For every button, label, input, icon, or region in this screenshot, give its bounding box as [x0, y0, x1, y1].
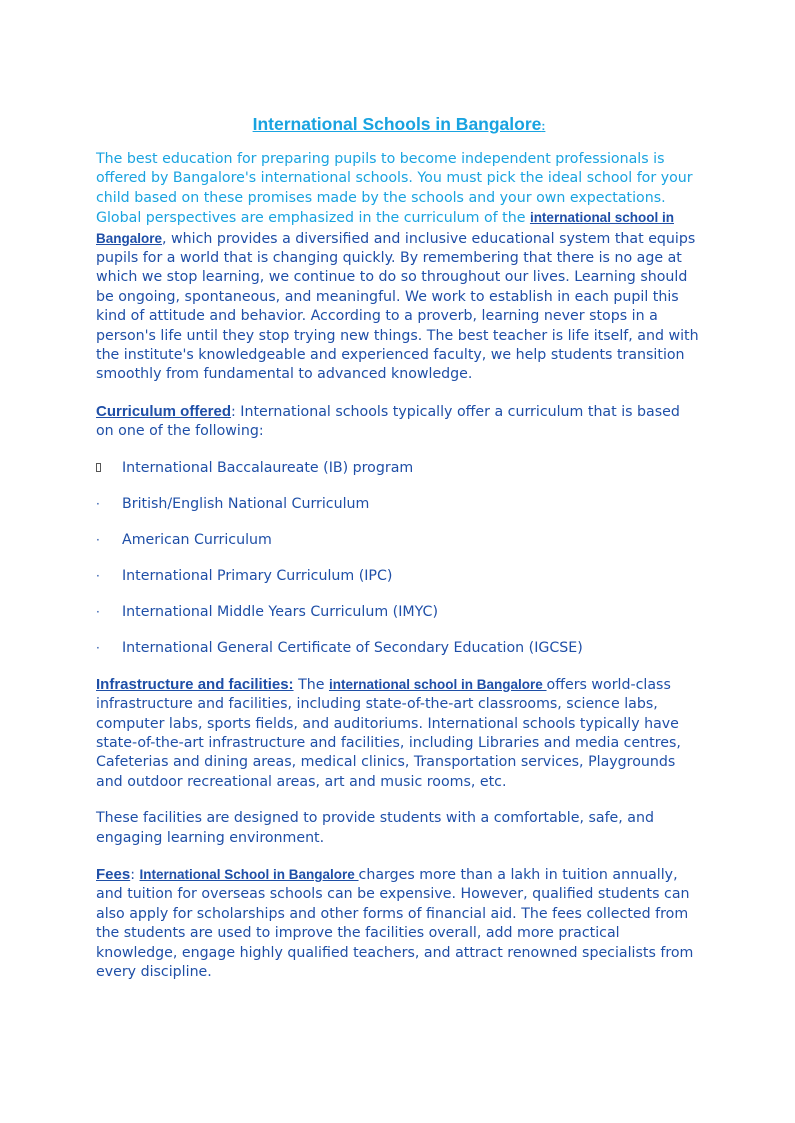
- list-item: [96, 495, 702, 514]
- dot-bullet-icon: ·: [96, 496, 100, 511]
- dot-bullet-icon: ·: [96, 568, 100, 583]
- infrastructure-paragraph: [96, 675, 702, 792]
- intro-text: The best education for preparing pupils to become independent professionals is offered by Bangalore's international schools. You must pick the ideal school for your child based on these promises made by the schools and your own expectations. Global perspectives are emphasized in the curriculum of the: [96, 151, 693, 227]
- page-title-colon: :: [541, 119, 546, 133]
- intro-rest: , which provides a diversified and inclusive educational system that equips pupils for a world that is changing quickly. By remembering that there is no age at which we stop learning, we continue to do so throughout our lives. Learning should be ongoing, spontaneous, and meaningful. We work to establish in each pupil this kind of attitude and behavior. According to a proverb, learning never stops in a person's life until they stop trying new things. The best teacher is life itself, and with the institute's knowledgeable and experienced faculty, we help students transition smoothly from fundamental to advanced knowledge.: [96, 230, 699, 383]
- dot-bullet-icon: ·: [96, 532, 100, 547]
- curriculum-intro-text: : International schools typically offer a curriculum that is based on one of the following:: [96, 403, 680, 440]
- list-item-text: American Curriculum: [122, 531, 272, 548]
- infrastructure-text: offers world-class infrastructure and facilities, including state-of-the-art classrooms, science labs, computer labs, sports fields, and auditoriums. International schools typically have state-of-the-art infrastructure and facilities, including Libraries and media centres, Cafeterias and dining areas, medical clinics, Transportation services, Playgrounds and outdoor recreational areas, art and music rooms, etc.: [96, 676, 681, 790]
- list-item: [96, 459, 702, 478]
- list-item-text: International Baccalaureate (IB) program: [122, 459, 414, 476]
- facilities-note-paragraph: [96, 809, 702, 848]
- curriculum-list: [96, 459, 702, 658]
- fees-heading: Fees: [96, 865, 131, 883]
- list-item-text: British/English National Curriculum: [122, 495, 370, 512]
- fees-colon: :: [130, 866, 140, 883]
- list-item: [96, 567, 702, 586]
- dot-bullet-icon: ·: [96, 604, 100, 619]
- infrastructure-link[interactable]: international school in Bangalore: [328, 676, 547, 692]
- document-page: [96, 112, 702, 982]
- fees-link[interactable]: International School in Bangalore: [139, 866, 359, 882]
- list-item: [96, 639, 702, 658]
- intro-link[interactable]: international school in Bangalore: [96, 210, 674, 246]
- infrastructure-pre: The: [293, 676, 329, 693]
- fees-text: charges more than a lakh in tuition annually, and tuition for overseas schools can be expensive. However, qualified students can also apply for scholarships and other forms of financial aid. The fees collected from the students are used to improve the facilities overall, add more practical knowledge, engage highly qualified teachers, and attract renowned specialists from every discipline.: [96, 866, 694, 980]
- checkbox-bullet-icon: [96, 463, 101, 472]
- list-item-text: International Primary Curriculum (IPC): [122, 567, 393, 584]
- curriculum-heading: Curriculum offered: [96, 402, 232, 420]
- fees-paragraph: [96, 865, 702, 982]
- page-title-text: International Schools in Bangalore: [252, 114, 542, 134]
- list-item-text: International General Certificate of Secondary Education (IGCSE): [122, 639, 583, 656]
- intro-paragraph: [96, 150, 702, 385]
- curriculum-paragraph: [96, 402, 702, 442]
- list-item: [96, 603, 702, 622]
- page-title: [96, 112, 702, 138]
- list-item: [96, 531, 702, 550]
- dot-bullet-icon: ·: [96, 640, 100, 655]
- list-item-text: International Middle Years Curriculum (IMYC): [122, 603, 438, 620]
- facilities-note-text: These facilities are designed to provide students with a comfortable, safe, and engaging learning environment.: [96, 810, 655, 846]
- infrastructure-heading: Infrastructure and facilities:: [96, 675, 294, 693]
